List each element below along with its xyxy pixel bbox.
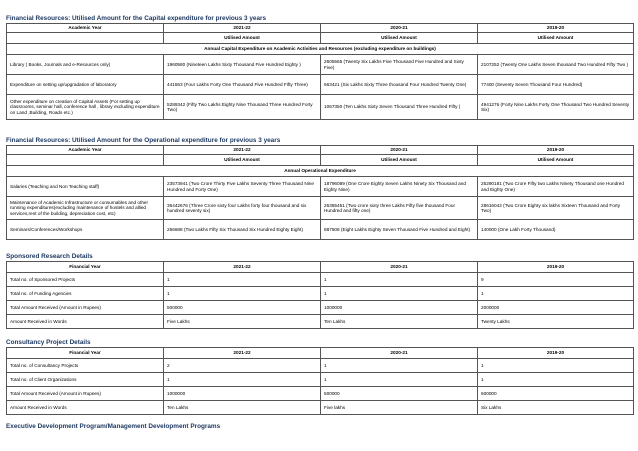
- capital-table: [6, 23, 634, 120]
- table-cell: 500000: [164, 301, 321, 315]
- table-cell: 1: [164, 273, 321, 287]
- row-label: Library ( Books, Journals and e-Resources only): [7, 55, 164, 75]
- table-cell: 256688 (Two Lakhs Fifty Six Thousand Six Hundred Eighty Eight): [164, 220, 321, 240]
- operational-section: [6, 136, 634, 240]
- header-cell: 2020-21: [321, 146, 478, 155]
- row-label: Total no. of Sponsored Projects: [7, 273, 164, 287]
- header-cell: 2021-22: [164, 348, 321, 359]
- subheader-cell: Utilised Amount: [478, 33, 634, 44]
- table-cell: 2000000: [478, 301, 634, 315]
- table-cell: 441553 (Four Lakhs Forty One Thousand Five Hundred Fifty Three): [164, 75, 321, 95]
- capital-section: [6, 14, 634, 120]
- table-row: [7, 387, 634, 401]
- table-cell: Five lakhs: [321, 401, 478, 415]
- header-cell: 2020-21: [321, 348, 478, 359]
- header-cell: 2021-22: [164, 24, 321, 33]
- table-cell: 26355451 (Two crore sixty three Lakhs Fifty five thousand Four Hundred and fifty one): [321, 197, 478, 220]
- table-cell: 500000: [321, 387, 478, 401]
- table-cell: 36442676 (Three Crore sixty four Lakhs forty four thousand and six hundred seventy six): [164, 197, 321, 220]
- consultancy-section-title: Consultancy Project Details: [6, 339, 91, 346]
- header-cell: 2020-21: [321, 24, 478, 33]
- capital-section-title: Financial Resources: Utilised Amount for the Capital expenditure for previous 3 years: [6, 15, 267, 22]
- table-row: [7, 197, 634, 220]
- table-cell: 1: [478, 359, 634, 373]
- table-header-row: [7, 146, 634, 155]
- table-header-row: [7, 262, 634, 273]
- table-header-row: [7, 24, 634, 33]
- row-label: Total no. of Funding Agencies: [7, 287, 164, 301]
- row-label: Maintenance of Academic Infrastructure or consumables and other running expenditures(excluding maintenance of hostels and allied services,rent of the building, depreciation cost, etc): [7, 197, 164, 220]
- table-cell: 1000000: [164, 387, 321, 401]
- table-row: [7, 95, 634, 120]
- subheader-cell: Utilised Amount: [164, 33, 321, 44]
- header-cell: Academic Year: [7, 24, 164, 33]
- table-cell: 1: [164, 287, 321, 301]
- header-cell: Financial Year: [7, 262, 164, 273]
- row-label: Salaries (Teaching and Non Teaching staff): [7, 177, 164, 197]
- table-cell: 2605565 (Twenty Six Lakhs Five Thousand Five Hundred and Sixty Five): [321, 55, 478, 75]
- row-label: Total no. of Consultancy Projects: [7, 359, 164, 373]
- table-subheader-row: [7, 33, 634, 44]
- span-label: Annual Capital Expenditure on Academic Activities and Resources (excluding expenditure on buildings): [7, 44, 634, 55]
- header-cell: 2020-21: [321, 262, 478, 273]
- table-cell: 1960580 (Nineteen Lakhs Sixty Thousand Five Hundred Eighty ): [164, 55, 321, 75]
- table-cell: 77400 (Seventy Seven Thousand Four Hundred): [478, 75, 634, 95]
- table-cell: Ten Lakhs: [321, 315, 478, 329]
- header-cell: 2019-20: [478, 24, 634, 33]
- subheader-cell: Utilised Amount: [164, 155, 321, 166]
- table-cell: 1: [321, 287, 478, 301]
- header-cell: Financial Year: [7, 348, 164, 359]
- header-cell: Academic Year: [7, 146, 164, 155]
- table-header-row: [7, 348, 634, 359]
- subheader-cell: Utilised Amount: [321, 33, 478, 44]
- operational-table: [6, 145, 634, 240]
- table-cell: 1067350 (Ten Lakhs Sixty Seven Thousand Three Hundred Fifty ): [321, 95, 478, 120]
- edp-section-title: Executive Development Program/Management Development Programs: [6, 423, 221, 430]
- table-span-row: [7, 166, 634, 177]
- row-label: Total Amount Received (Amount in Rupees): [7, 301, 164, 315]
- table-row: [7, 287, 634, 301]
- table-cell: 25290181 (Two Crore Fifty two Lakhs Ninety Thousand one Hundred and Eighty One): [478, 177, 634, 197]
- table-cell: 1000000: [321, 301, 478, 315]
- table-cell: Five Lakhs: [164, 315, 321, 329]
- table-cell: 4941276 (Forty Nine Lakhs Forty One Thousand Two Hundred Seventy Six): [478, 95, 634, 120]
- table-row: [7, 315, 634, 329]
- table-row: [7, 401, 634, 415]
- row-label: Amount Received in Words: [7, 401, 164, 415]
- table-row: [7, 301, 634, 315]
- subheader-cell: [7, 155, 164, 166]
- sponsored-table: [6, 261, 634, 329]
- row-label: Other expenditure on creation of Capital Assets (For setting up classrooms, seminar hall, conference hall , library excluding expenditure on Land ,Building, Roads etc.): [7, 95, 164, 120]
- table-cell: 9: [478, 273, 634, 287]
- table-row: [7, 220, 634, 240]
- table-row: [7, 177, 634, 197]
- subheader-cell: Utilised Amount: [321, 155, 478, 166]
- table-cell: 23573941 (Two Crore Thirty Five Lakhs Seventy Three Thousand Nine Hundred and Forty One): [164, 177, 321, 197]
- table-row: [7, 55, 634, 75]
- table-cell: 18796089 (One Crore Eighty Seven Lakhs Ninety Six Thousand and Eighty Nine): [321, 177, 478, 197]
- table-cell: 1: [321, 373, 478, 387]
- header-cell: 2019-20: [478, 262, 634, 273]
- edp-section: [6, 422, 220, 431]
- table-row: [7, 359, 634, 373]
- header-cell: 2021-22: [164, 262, 321, 273]
- table-cell: Six Lakhs: [478, 401, 634, 415]
- table-row: [7, 373, 634, 387]
- table-cell: 5289342 (Fifty Two Lakhs Eighty Nine Thousand Three Hundred Forty Two): [164, 95, 321, 120]
- header-cell: 2021-22: [164, 146, 321, 155]
- table-cell: 1: [478, 287, 634, 301]
- row-label: Seminars/Conferences/Workshops: [7, 220, 164, 240]
- consultancy-table: [6, 347, 634, 415]
- table-cell: 1: [478, 373, 634, 387]
- sponsored-section: [6, 252, 634, 329]
- subheader-cell: [7, 33, 164, 44]
- consultancy-section: [6, 338, 634, 415]
- table-cell: 28616042 (Two Crore Eighty six lakhs Sixteen Thousand and Forty Two): [478, 197, 634, 220]
- header-cell: 2019-20: [478, 146, 634, 155]
- table-span-row: [7, 44, 634, 55]
- table-row: [7, 75, 634, 95]
- table-cell: 600000: [478, 387, 634, 401]
- row-label: Amount Received in Words: [7, 315, 164, 329]
- table-cell: 663421 (Six Lakhs Sixty Three thousand Four Hundred Twenty One): [321, 75, 478, 95]
- span-label: Annual Operational Expenditure: [7, 166, 634, 177]
- table-cell: 887508 (Eight Lakhs Eighty Seven Thousand Five Hundred and Eight): [321, 220, 478, 240]
- row-label: Total Amount Received (Amount in Rupees): [7, 387, 164, 401]
- table-cell: Ten Lakhs: [164, 401, 321, 415]
- row-label: Total no. of Client Organizations: [7, 373, 164, 387]
- sponsored-section-title: Sponsored Research Details: [6, 253, 93, 260]
- subheader-cell: Utilised Amount: [478, 155, 634, 166]
- row-label: Expenditure on setting up/upgradation of laboratory: [7, 75, 164, 95]
- table-cell: Twenty Lakhs: [478, 315, 634, 329]
- table-cell: 2107252 (Twenty One Lakhs Seven thousand Two Hundred Fifty Two ): [478, 55, 634, 75]
- table-cell: 1: [321, 359, 478, 373]
- table-subheader-row: [7, 155, 634, 166]
- table-cell: 2: [164, 359, 321, 373]
- header-cell: 2019-20: [478, 348, 634, 359]
- table-cell: 140000 (One Lakh Forty Thousand): [478, 220, 634, 240]
- operational-section-title: Financial Resources: Utilised Amount for the Operational expenditure for previous 3 years: [6, 137, 281, 144]
- table-row: [7, 273, 634, 287]
- table-cell: 1: [321, 273, 478, 287]
- table-cell: 1: [164, 373, 321, 387]
